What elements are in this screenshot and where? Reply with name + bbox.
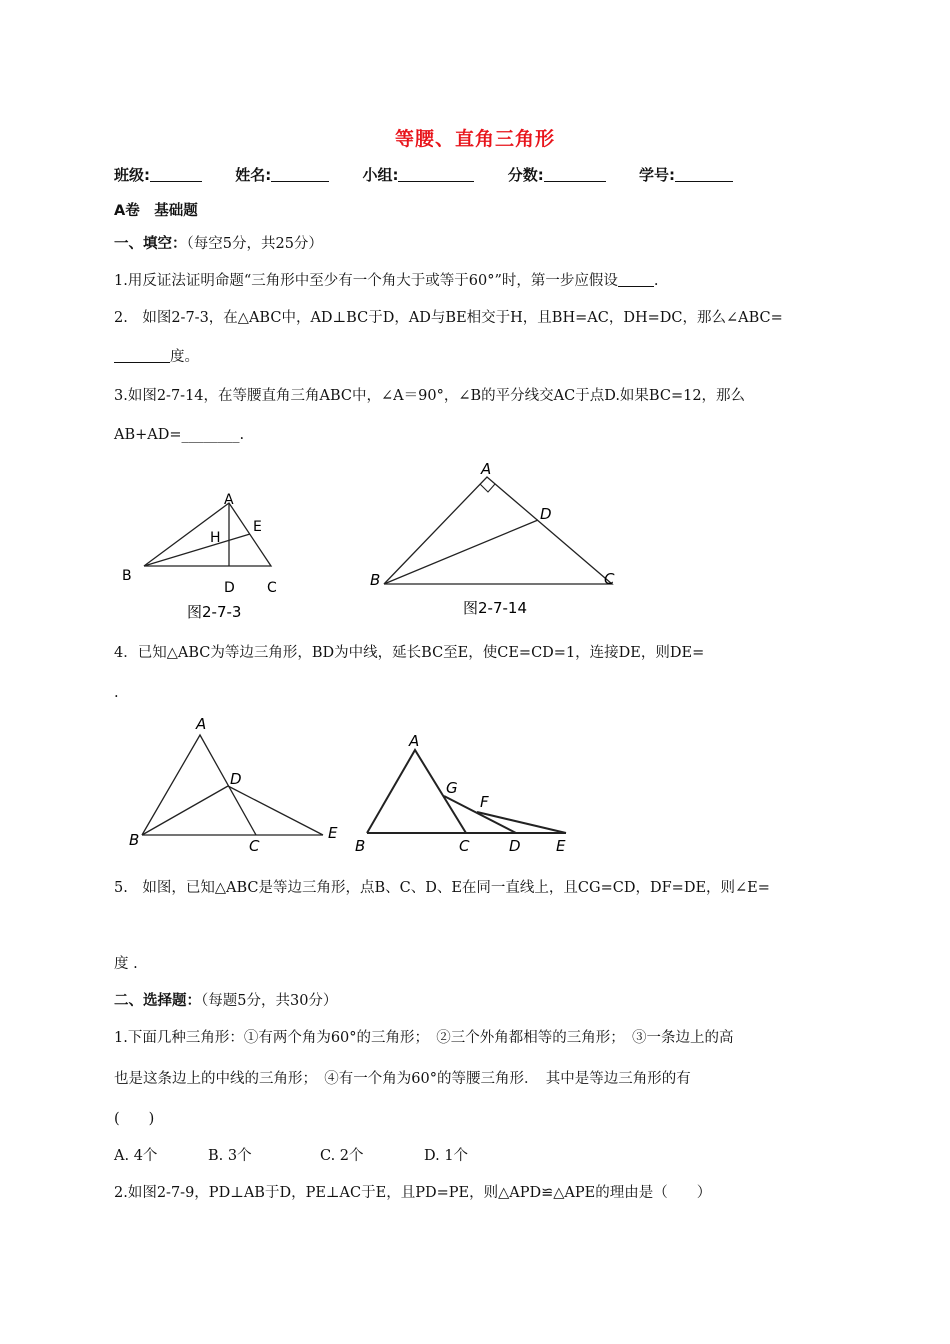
score-field xyxy=(508,166,606,184)
segment-fe xyxy=(477,812,566,833)
part1-note: （每空5分，共25分） xyxy=(186,236,323,252)
fig3-label-d: D xyxy=(230,770,242,788)
class-blank[interactable] xyxy=(150,166,202,182)
q2-answer-blank[interactable] xyxy=(114,347,170,363)
option-c[interactable]: C. 2个 xyxy=(320,1148,364,1164)
group-blank[interactable] xyxy=(398,166,474,182)
group-label: 小组: xyxy=(362,166,399,184)
name-label: 姓名: xyxy=(235,166,272,184)
fig4-label-f: F xyxy=(480,793,489,811)
fig1-label-a: A xyxy=(224,492,234,508)
fig3-label-e: E xyxy=(328,824,338,842)
segment-be xyxy=(144,534,250,566)
score-label: 分数: xyxy=(507,166,544,184)
question-1-5-line2: 度 . xyxy=(114,956,138,972)
group-field xyxy=(362,166,474,184)
fig4-label-e: E xyxy=(556,837,566,855)
fig3-label-b: B xyxy=(129,831,140,849)
class-label: 班级: xyxy=(114,166,150,184)
part2-heading-line xyxy=(114,991,337,1011)
question-1-2-line1: 2. 如图2-7-3，在△ABC中，AD⊥BC于D，AD与BE相交于H，且BH=AC，DH=DC，那么∠ABC= xyxy=(114,310,783,326)
question-1-2-line2 xyxy=(114,347,199,367)
fig4-label-d: D xyxy=(509,837,521,855)
fig2-label-d: D xyxy=(540,505,552,523)
triangle-abc-fig2 xyxy=(384,477,612,584)
question-1-3-line1: 3.如图2-7-14，在等腰直角三角ABC中，∠A＝90°，∠B的平分线交AC于点D.如果BC=12，那么 xyxy=(114,388,746,404)
question-1-3-line2: AB+AD=________. xyxy=(114,427,245,443)
section-a-heading: A卷 基础题 xyxy=(114,203,198,219)
fig2-label-c: C xyxy=(604,570,615,588)
score-blank[interactable] xyxy=(544,166,606,182)
option-b[interactable]: B. 3个 xyxy=(208,1148,252,1164)
fig1-caption: 图2-7-3 xyxy=(187,603,242,621)
fig4-label-g: G xyxy=(446,779,458,797)
option-d[interactable]: D. 1个 xyxy=(424,1148,469,1164)
figure-2-7-3 xyxy=(110,485,310,625)
question-1-1 xyxy=(114,271,658,291)
fig1-label-c: C xyxy=(267,580,277,596)
figure-2-7-14 xyxy=(360,455,630,625)
fig1-label-h: H xyxy=(210,530,221,546)
fig2-label-b: B xyxy=(370,571,381,589)
fig4-label-a: A xyxy=(409,732,420,750)
fig1-label-b: B xyxy=(122,568,132,584)
right-angle-mark xyxy=(480,484,495,492)
fig2-label-a: A xyxy=(481,460,492,478)
q1-text: 1.用反证法证明命题“三角形中至少有一个角大于或等于60°”时，第一步应假设 xyxy=(114,273,618,289)
question-1-4-line1: 4．已知△ABC为等边三角形，BD为中线，延长BC至E，使CE=CD=1，连接DE，则DE= xyxy=(114,645,705,661)
figure-equilateral-median xyxy=(120,710,350,855)
part2-heading: 二、选择题： xyxy=(114,993,201,1009)
page-title: 等腰、直角三角形 xyxy=(394,128,555,150)
question-2-2: 2.如图2-7-9，PD⊥AB于D，PE⊥AC于E，且PD=PE，则△APD≌△APE的理由是（ ） xyxy=(114,1185,712,1201)
fig1-label-e: E xyxy=(253,519,262,535)
number-label: 学号: xyxy=(638,166,675,184)
name-field xyxy=(235,166,329,184)
question-2-1-options xyxy=(114,1146,468,1166)
number-blank[interactable] xyxy=(675,166,733,182)
q1-answer-blank[interactable] xyxy=(618,271,654,287)
part2-note: （每题5分，共30分） xyxy=(201,993,338,1009)
fig3-label-c: C xyxy=(249,837,260,855)
bisector-bd xyxy=(384,520,538,584)
part1-heading: 一、填空： xyxy=(114,236,187,252)
question-2-1-line3: ( ) xyxy=(114,1111,155,1127)
fig4-label-c: C xyxy=(459,837,470,855)
student-info-row xyxy=(114,164,733,185)
name-blank[interactable] xyxy=(271,166,329,182)
fig1-label-d: D xyxy=(224,580,235,596)
fig2-caption: 图2-7-14 xyxy=(463,599,527,617)
question-2-1-line1: 1.下面几种三角形：①有两个角为60°的三角形； ②三个外角都相等的三角形； ③一条边上的高 xyxy=(114,1030,734,1046)
part1-heading-line xyxy=(114,234,323,254)
question-1-4-line2: . xyxy=(114,685,119,701)
question-1-5-line1: 5. 如图，已知△ABC是等边三角形，点B、C、D、E在同一直线上，且CG=CD，DF=DE，则∠E= xyxy=(114,880,770,896)
q1-end: . xyxy=(653,273,659,289)
number-field xyxy=(639,166,733,184)
triangle-abc-fig1 xyxy=(144,503,271,566)
q2-end: 度。 xyxy=(170,349,199,365)
option-a[interactable]: A. 4个 xyxy=(114,1148,158,1164)
figure-collinear-bcde xyxy=(350,725,580,855)
median-bd xyxy=(142,786,228,835)
class-field xyxy=(114,166,202,184)
fig3-label-a: A xyxy=(196,715,207,733)
fig4-label-b: B xyxy=(355,837,366,855)
question-2-1-line2: 也是这条边上的中线的三角形； ④有一个角为60°的等腰三角形． 其中是等边三角形的有 xyxy=(114,1071,691,1087)
